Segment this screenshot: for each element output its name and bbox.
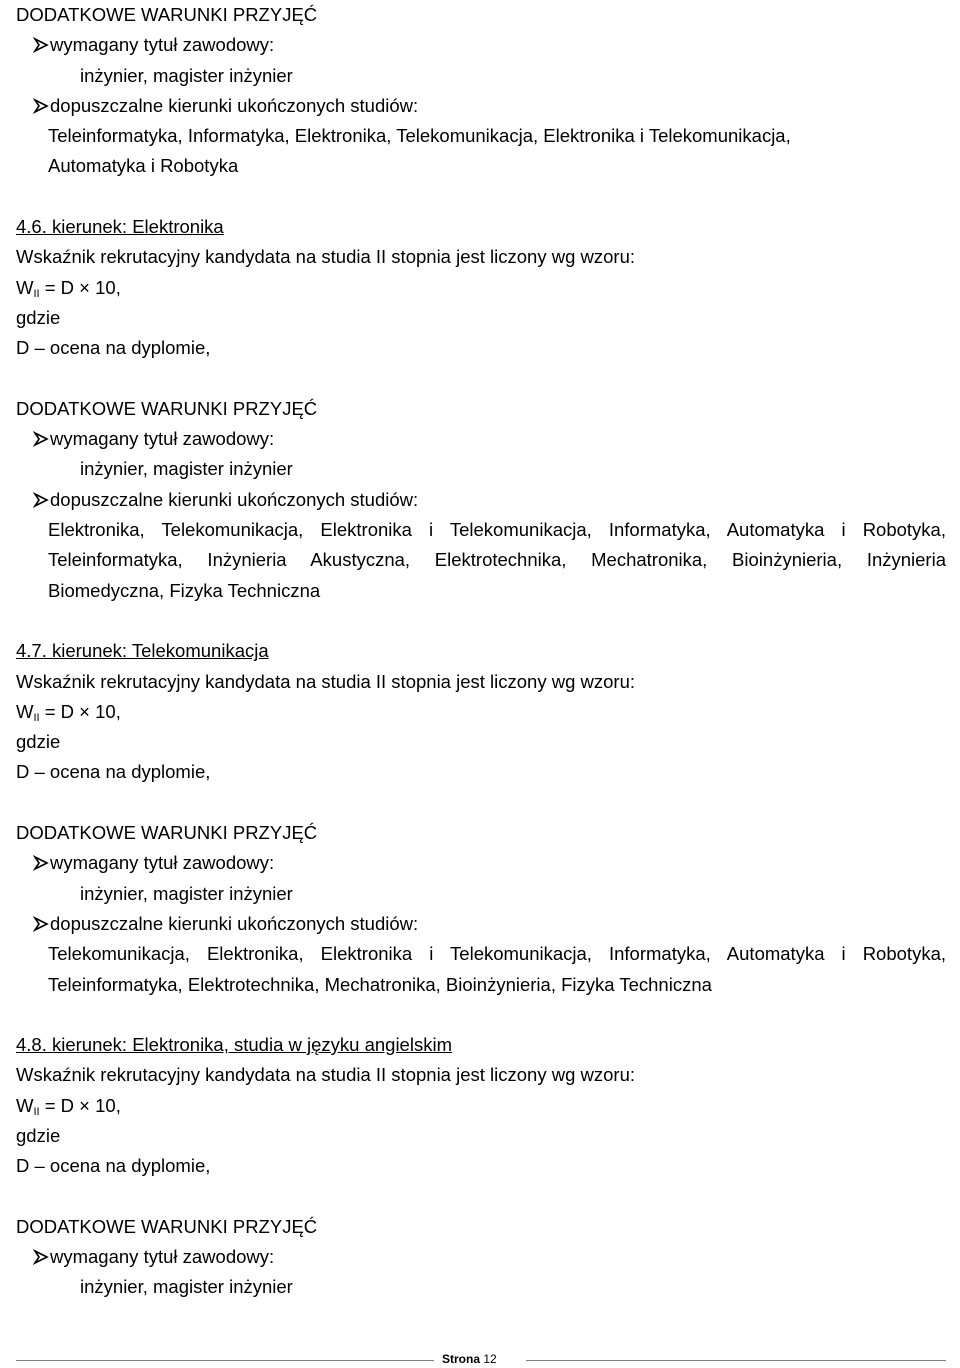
d-definition: D – ocena na dyplomie, (16, 761, 211, 783)
formula-rest: = D × 10, (39, 1094, 121, 1116)
where-text: gdzie (16, 306, 61, 328)
degree-bullet (16, 30, 946, 60)
conditions-title: DODATKOWE WARUNKI PRZYJĘĆ (16, 4, 318, 25)
arrowhead-bullet-icon (33, 909, 49, 939)
spacer (16, 182, 946, 212)
fields-line: Teleinformatyka, Informatyka, Elektronika, Telekomunikacja, Elektronika i Telekomunikacja, (48, 125, 791, 147)
formula (16, 273, 946, 303)
degree-value: inżynier, magister inżynier (80, 458, 293, 480)
section-heading (16, 1030, 946, 1060)
indicator-text: Wskaźnik rekrutacyjny kandydata na studia II stopnia jest liczony wg wzoru: (16, 246, 636, 268)
section-heading-text: 4.8. kierunek: Elektronika, studia w języku angielskim (16, 1034, 452, 1056)
fields-bullet (16, 485, 946, 515)
fields-label: dopuszczalne kierunki ukończonych studiów: (50, 94, 419, 116)
formula (16, 1091, 946, 1121)
page-footer (16, 1348, 946, 1368)
arrowhead-bullet-icon (33, 91, 49, 121)
arrowhead-bullet-icon (33, 424, 49, 454)
fields-label: dopuszczalne kierunki ukończonych studiów: (50, 488, 419, 510)
indicator-text: Wskaźnik rekrutacyjny kandydata na studia II stopnia jest liczony wg wzoru: (16, 1064, 636, 1086)
fields-line: Teleinformatyka, Elektrotechnika, Mechatronika, Bioinżynieria, Fizyka Techniczna (48, 973, 712, 995)
d-definition: D – ocena na dyplomie, (16, 1155, 211, 1177)
fields-list (16, 515, 946, 606)
degree-value: inżynier, magister inżynier (80, 882, 293, 904)
spacer (16, 788, 946, 818)
formula-subscript: II (33, 1105, 40, 1118)
formula-subscript: II (33, 711, 40, 724)
page-number-value: 12 (483, 1352, 497, 1366)
section-heading (16, 636, 946, 666)
fields-line: Telekomunikacja, Elektronika, Elektronika i Telekomunikacja, Informatyka, Automatyka i Robotyka, (48, 943, 946, 965)
degree-bullet (16, 848, 946, 878)
degree-value: inżynier, magister inżynier (80, 64, 293, 86)
document-page (16, 0, 946, 1303)
formula-subscript: II (33, 287, 40, 300)
page-label: Strona (442, 1352, 481, 1366)
spacer (16, 364, 946, 394)
d-definition: D – ocena na dyplomie, (16, 337, 211, 359)
conditions-title: DODATKOWE WARUNKI PRZYJĘĆ (16, 822, 318, 844)
section-heading-text: 4.7. kierunek: Telekomunikacja (16, 640, 269, 662)
fields-line: Teleinformatyka, Inżynieria Akustyczna, Elektrotechnika, Mechatronika, Bioinżynieria, Inżynieria (48, 549, 946, 571)
spacer (16, 1182, 946, 1212)
section-heading (16, 212, 946, 242)
arrowhead-bullet-icon (33, 1242, 49, 1272)
fields-line: Automatyka i Robotyka (48, 155, 239, 177)
footer-rule-left (16, 1360, 434, 1361)
formula-w: W (16, 700, 34, 722)
conditions-title: DODATKOWE WARUNKI PRZYJĘĆ (16, 1215, 318, 1237)
formula (16, 697, 946, 727)
spacer (16, 1000, 946, 1030)
degree-label: wymagany tytuł zawodowy: (50, 1246, 275, 1268)
degree-label: wymagany tytuł zawodowy: (50, 428, 275, 450)
fields-bullet (16, 91, 946, 121)
formula-w: W (16, 276, 34, 298)
conditions-title: DODATKOWE WARUNKI PRZYJĘĆ (16, 397, 318, 419)
arrowhead-bullet-icon (33, 485, 49, 515)
degree-label: wymagany tytuł zawodowy: (50, 34, 275, 56)
degree-bullet (16, 424, 946, 454)
arrowhead-bullet-icon (33, 30, 49, 60)
where-text: gdzie (16, 731, 61, 753)
spacer (16, 606, 946, 636)
where-text: gdzie (16, 1124, 61, 1146)
fields-line: Elektronika, Telekomunikacja, Elektronika i Telekomunikacja, Informatyka, Automatyka i Robotyka, (48, 519, 946, 541)
degree-value: inżynier, magister inżynier (80, 1276, 293, 1298)
fields-line: Biomedyczna, Fizyka Techniczna (48, 579, 321, 601)
fields-list (16, 939, 946, 1000)
degree-bullet (16, 1242, 946, 1272)
fields-label: dopuszczalne kierunki ukończonych studiów: (50, 912, 419, 934)
formula-rest: = D × 10, (39, 700, 121, 722)
page-number (442, 1351, 497, 1367)
arrowhead-bullet-icon (33, 848, 49, 878)
formula-w: W (16, 1094, 34, 1116)
section-heading-text: 4.6. kierunek: Elektronika (16, 216, 224, 238)
degree-label: wymagany tytuł zawodowy: (50, 852, 275, 874)
formula-rest: = D × 10, (39, 276, 121, 298)
footer-rule-right (526, 1360, 946, 1361)
fields-bullet (16, 909, 946, 939)
indicator-text: Wskaźnik rekrutacyjny kandydata na studia II stopnia jest liczony wg wzoru: (16, 670, 636, 692)
